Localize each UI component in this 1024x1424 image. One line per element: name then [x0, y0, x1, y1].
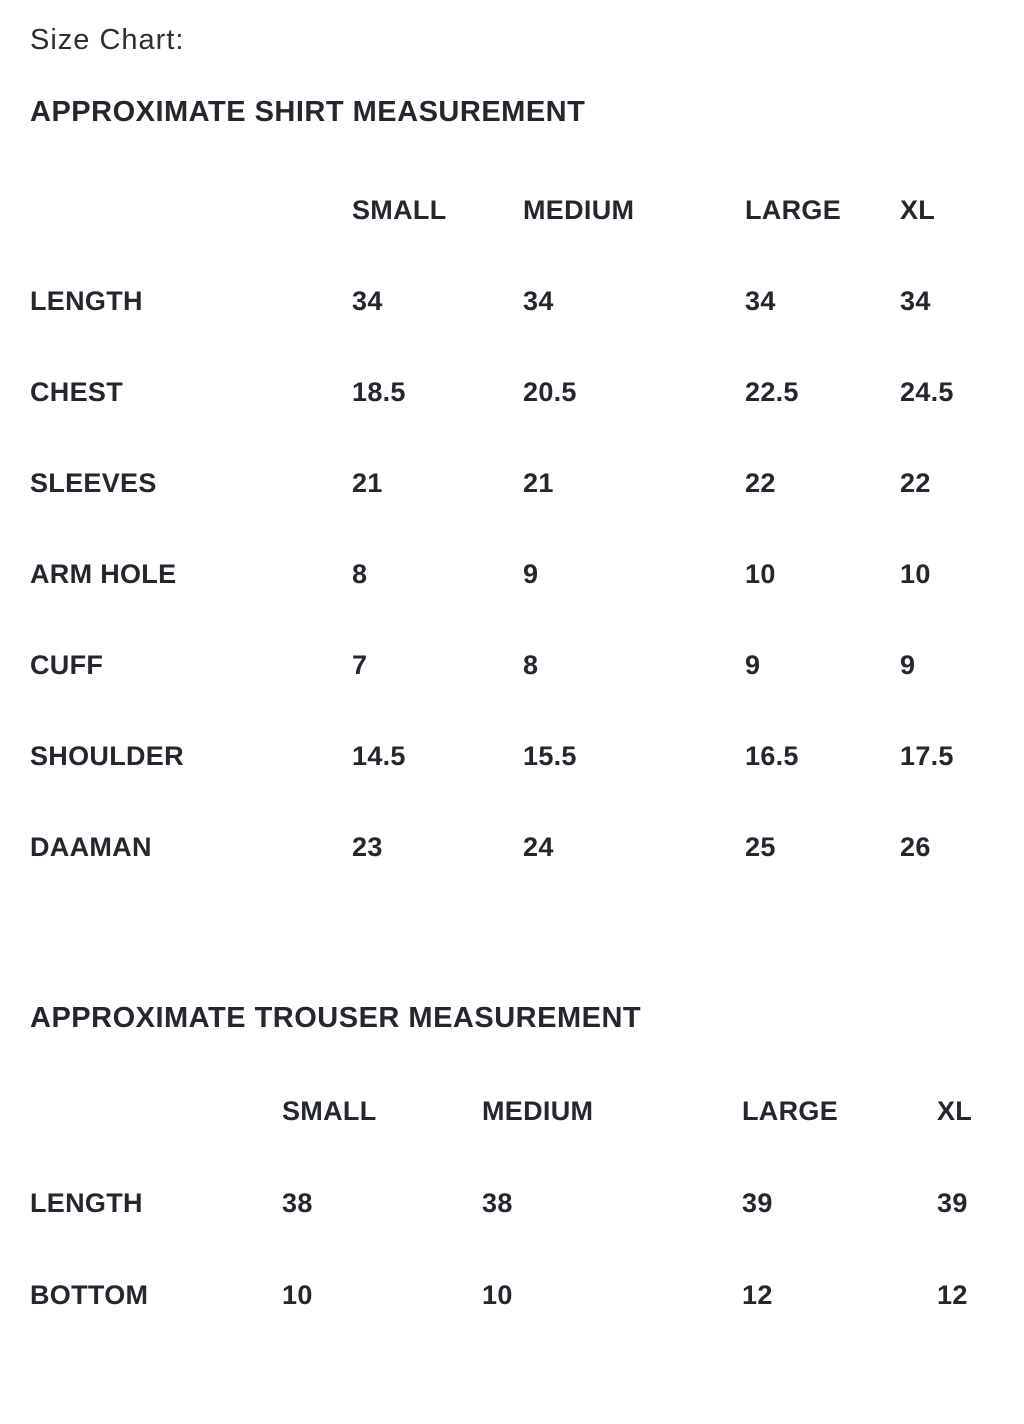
trouser-length-xl: 39: [937, 1187, 968, 1218]
shirt-daaman-large: 25: [745, 832, 776, 862]
shirt-column-header-xl: XL: [900, 195, 936, 225]
shirt-row-label-shoulder: SHOULDER: [30, 741, 184, 771]
trouser-section-heading: APPROXIMATE TROUSER MEASUREMENT: [30, 1002, 642, 1034]
trouser-bottom-small: 10: [282, 1279, 313, 1310]
shirt-row-label-daaman: DAAMAN: [30, 832, 152, 862]
trouser-length-large: 39: [742, 1187, 773, 1218]
shirt-arm-hole-medium: 9: [523, 559, 539, 589]
shirt-row-label-arm-hole: ARM HOLE: [30, 559, 177, 589]
shirt-chest-xl: 24.5: [900, 377, 954, 407]
shirt-shoulder-xl: 17.5: [900, 741, 954, 771]
shirt-sleeves-medium: 21: [523, 468, 554, 498]
trouser-row-label-bottom: BOTTOM: [30, 1279, 149, 1310]
shirt-cuff-medium: 8: [523, 650, 539, 680]
shirt-chest-large: 22.5: [745, 377, 799, 407]
shirt-shoulder-medium: 15.5: [523, 741, 577, 771]
page-title: Size Chart:: [30, 24, 185, 56]
shirt-length-medium: 34: [523, 286, 554, 316]
shirt-sleeves-large: 22: [745, 468, 776, 498]
shirt-shoulder-small: 14.5: [352, 741, 406, 771]
shirt-row-label-sleeves: SLEEVES: [30, 468, 157, 498]
shirt-chest-medium: 20.5: [523, 377, 577, 407]
shirt-column-header-small: SMALL: [352, 195, 447, 225]
shirt-daaman-small: 23: [352, 832, 383, 862]
trouser-bottom-xl: 12: [937, 1279, 968, 1310]
trouser-length-medium: 38: [482, 1187, 513, 1218]
shirt-column-header-medium: MEDIUM: [523, 195, 635, 225]
trouser-measurement-table: [30, 1065, 1024, 1341]
trouser-column-header-xl: XL: [937, 1095, 973, 1126]
shirt-arm-hole-large: 10: [745, 559, 776, 589]
shirt-length-small: 34: [352, 286, 383, 316]
shirt-arm-hole-small: 8: [352, 559, 368, 589]
shirt-sleeves-xl: 22: [900, 468, 931, 498]
trouser-column-header-small: SMALL: [282, 1095, 377, 1126]
shirt-arm-hole-xl: 10: [900, 559, 931, 589]
trouser-column-header-large: LARGE: [742, 1095, 838, 1126]
shirt-length-xl: 34: [900, 286, 931, 316]
shirt-cuff-xl: 9: [900, 650, 916, 680]
trouser-bottom-large: 12: [742, 1279, 773, 1310]
shirt-chest-small: 18.5: [352, 377, 406, 407]
shirt-row-label-cuff: CUFF: [30, 650, 104, 680]
shirt-column-header-large: LARGE: [745, 195, 841, 225]
trouser-bottom-medium: 10: [482, 1279, 513, 1310]
shirt-cuff-small: 7: [352, 650, 368, 680]
shirt-daaman-medium: 24: [523, 832, 554, 862]
shirt-measurement-table: [30, 165, 1024, 893]
shirt-length-large: 34: [745, 286, 776, 316]
shirt-shoulder-large: 16.5: [745, 741, 799, 771]
trouser-row-label-length: LENGTH: [30, 1187, 143, 1218]
trouser-column-header-medium: MEDIUM: [482, 1095, 594, 1126]
shirt-row-label-chest: CHEST: [30, 377, 124, 407]
trouser-length-small: 38: [282, 1187, 313, 1218]
shirt-sleeves-small: 21: [352, 468, 383, 498]
shirt-row-label-length: LENGTH: [30, 286, 143, 316]
shirt-section-heading: APPROXIMATE SHIRT MEASUREMENT: [30, 96, 586, 128]
shirt-cuff-large: 9: [745, 650, 761, 680]
shirt-daaman-xl: 26: [900, 832, 931, 862]
